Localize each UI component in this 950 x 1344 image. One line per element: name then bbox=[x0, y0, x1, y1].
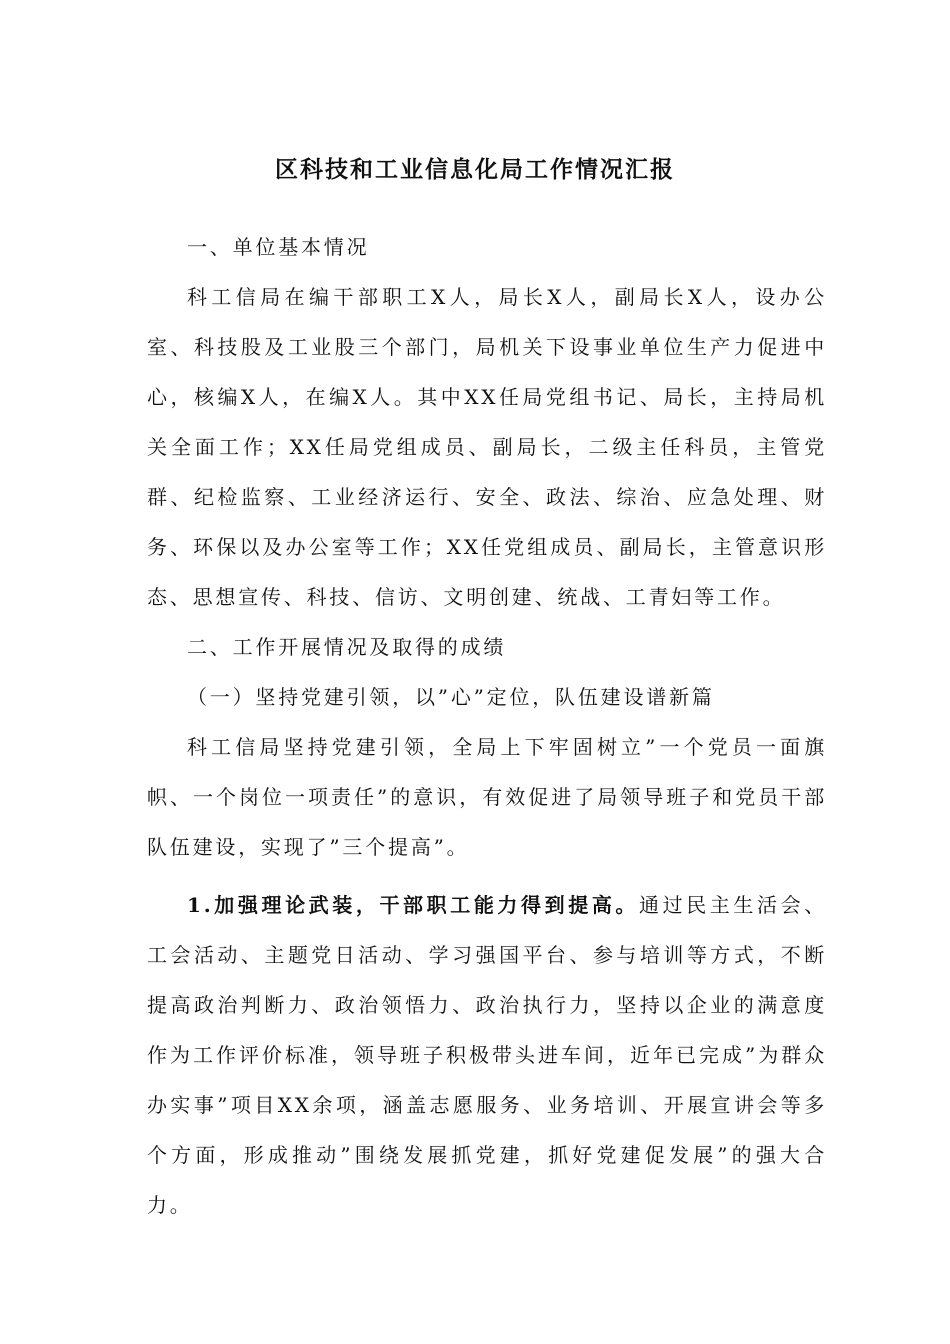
item1-bold-lead: 1.加强理论武装，干部职工能力得到提高。 bbox=[187, 893, 640, 917]
section1-heading: 一、单位基本情况 bbox=[187, 235, 370, 259]
document-body bbox=[147, 222, 827, 1230]
document-title: 区科技和工业信息化局工作情况汇报 bbox=[275, 156, 675, 183]
item1-text: 通过民主生活会、工会活动、主题党日活动、学习强国平台、参与培训等方式，不断提高政治判断力、政治领悟力、政治执行力，坚持以企业的满意度作为工作评价标准，领导班子积极带头进车间，近年已完成”为群众办实事”项目XX余项，涵盖志愿服务、业务培训、开展宣讲会等多个方面，形成推动”围绕发展抓党建，抓好党建促发展”的强大合力。 bbox=[147, 893, 827, 1217]
section1-paragraph: 科工信局在编干部职工X人，局长X人，副局长X人，设办公室、科技股及工业股三个部门，局机关下设事业单位生产力促进中心，核编X人，在编X人。其中XX任局党组书记、局长，主持局机关全面工作；XX任局党组成员、副局长，二级主任科员，主管党群、纪检监察、工业经济运行、安全、政法、综治、应急处理、财务、环保以及办公室等工作；XX任党组成员、副局长，主管意识形态、思想宣传、科技、信访、文明创建、统战、工青妇等工作。 bbox=[147, 285, 827, 609]
subsection1-paragraph: 科工信局坚持党建引领，全局上下牢固树立”一个党员一面旗帜、一个岗位一项责任”的意识，有效促进了局领导班子和党员干部队伍建设，实现了”三个提高”。 bbox=[147, 735, 827, 859]
subsection1-heading: （一）坚持党建引领，以”心”定位，队伍建设谱新篇 bbox=[187, 685, 715, 709]
section2-heading: 二、工作开展情况及取得的成绩 bbox=[187, 635, 507, 659]
item1-paragraph bbox=[147, 880, 827, 1230]
